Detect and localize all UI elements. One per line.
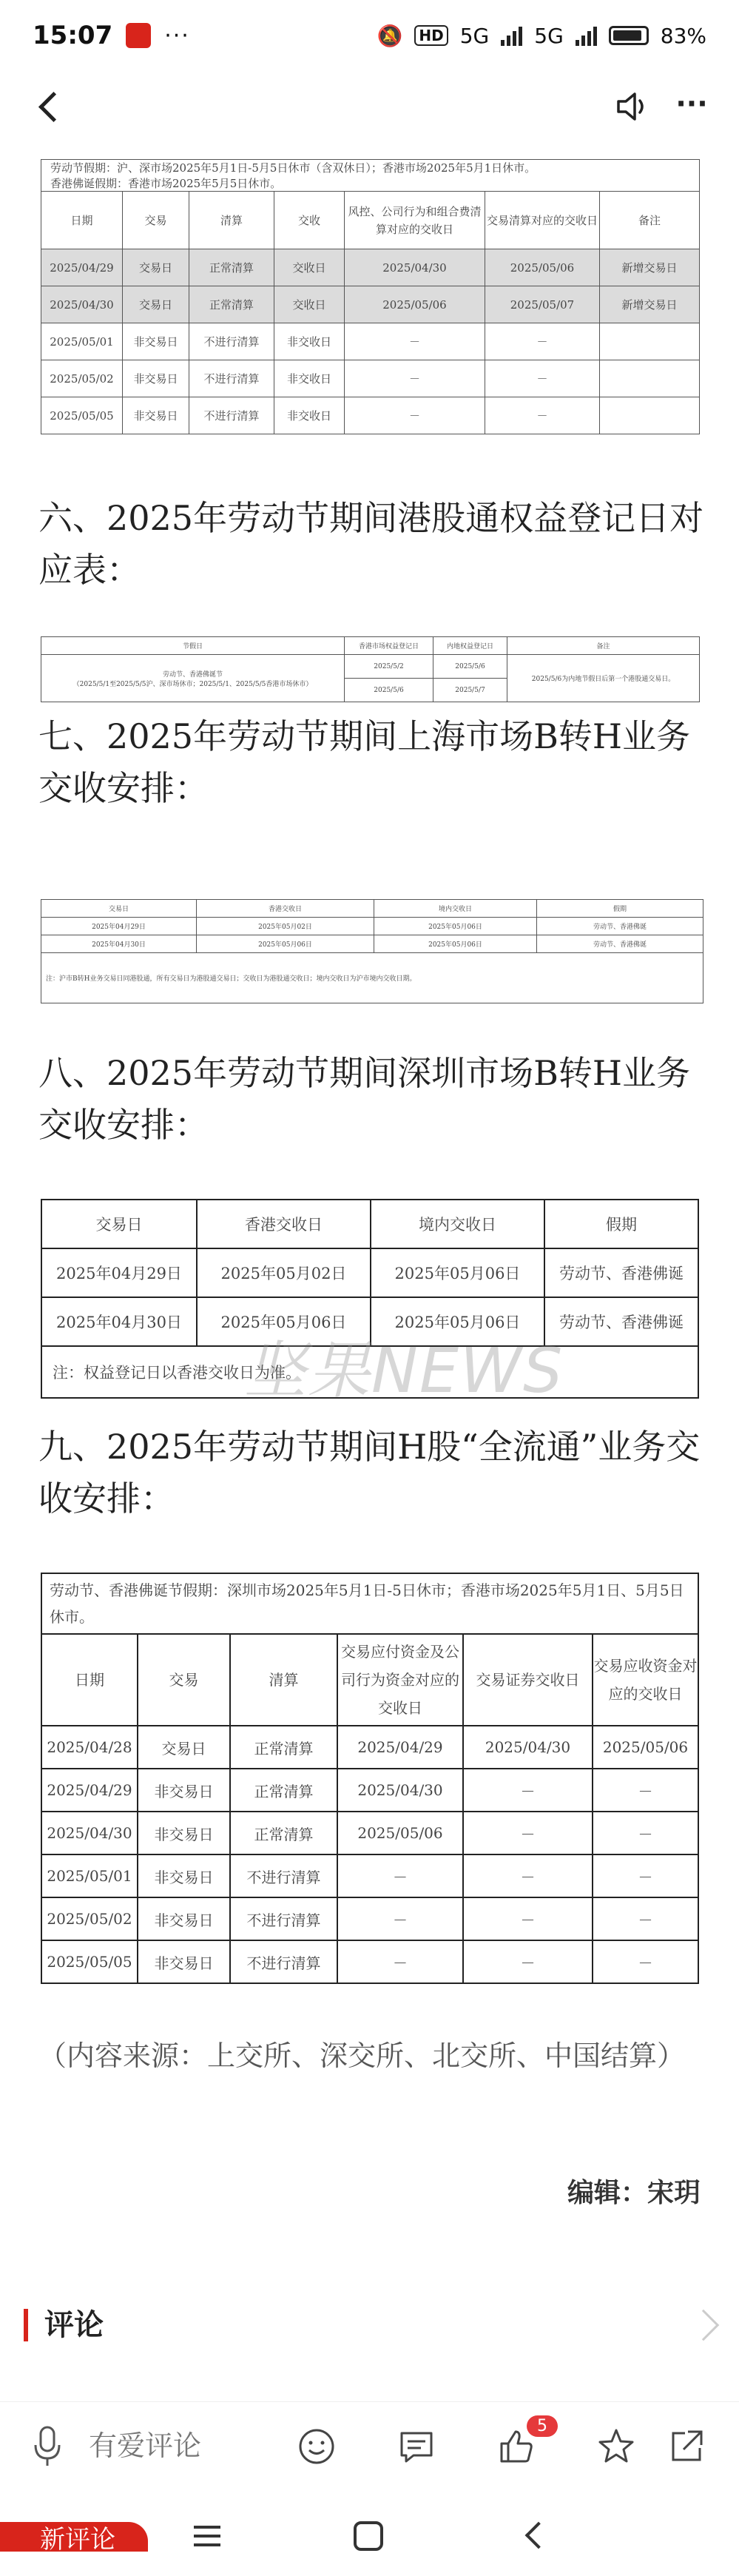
share-icon[interactable] — [666, 2426, 707, 2467]
signal-5g-label-1: 5G — [459, 23, 490, 48]
table-header-row: 日期 交易 清算 交易应付资金及公司行为资金对应的交收日 交易证券交收日 交易应收资金对应的交收日 — [41, 1634, 698, 1726]
microphone-icon[interactable] — [33, 2426, 62, 2467]
section-heading-8: 八、2025年劳动节期间深圳市场B转H业务交收安排： — [38, 1053, 690, 1145]
section-heading-6: 六、2025年劳动节期间港股通权益登记日对应表： — [38, 498, 704, 590]
table-row: 2025/04/29 非交易日 正常清算 2025/04/30 － － — [41, 1769, 698, 1812]
speaker-button[interactable] — [614, 89, 654, 124]
watermark: 坚果NEWS — [244, 1334, 564, 1407]
clock: 15:07 — [33, 21, 113, 50]
signal-icon-2 — [576, 25, 597, 46]
table-settlement-shanghai-shenzhen — [41, 159, 700, 434]
speaker-icon — [614, 89, 654, 124]
table-row: 2025/04/29 交易日 正常清算 交收日 2025/04/30 2025/05/06 新增交易日 — [41, 249, 700, 286]
table-row: 2025/05/05 非交易日 不进行清算 非交收日 － － — [41, 397, 700, 434]
chevron-right-icon[interactable] — [688, 2310, 719, 2341]
table-header-row: 交易日 香港交收日 境内交收日 假期 — [41, 900, 703, 918]
back-button[interactable] — [33, 89, 68, 124]
hd-badge: HD — [414, 25, 448, 46]
table-row: 2025/05/01 非交易日 不进行清算 非交收日 － － — [41, 323, 700, 360]
mute-icon: 🔕 — [377, 23, 403, 48]
new-comment-tag[interactable]: 新评论 — [0, 2522, 148, 2552]
table-row: 2025年04月30日 2025年05月06日 2025年05月06日 劳动节、香港佛诞 — [41, 935, 703, 953]
comment-list-icon[interactable] — [396, 2426, 437, 2467]
recent-apps-button[interactable] — [194, 2526, 220, 2546]
table-row: 2025年04月29日 2025年05月02日 2025年05月06日 劳动节、香港佛诞 — [41, 918, 703, 935]
table-note: 劳动节假期：沪、深市场2025年5月1日-5月5日休市（含双休日）；香港市场2025年5月1日休市。 香港佛诞假期：香港市场2025年5月5日休市。 — [41, 160, 700, 192]
table-header-row: 节假日 香港市场权益登记日 内地权益登记日 备注 — [41, 637, 700, 655]
battery-percent: 83% — [660, 23, 706, 48]
table-row: 2025/5/6 2025/5/7 — [41, 679, 700, 702]
section-heading-9: 九、2025年劳动节期间H股“全流通”业务交收安排： — [38, 1427, 701, 1519]
table-shanghai-b-to-h — [41, 899, 703, 1003]
table-note-row: 注：沪市B转H业务交易日同港股通，所有交易日为港股通交易日；交收日为港股通交收日；境内交收日为沪市境内交收日期。 — [41, 953, 703, 1003]
comment-input[interactable] — [89, 2424, 266, 2469]
app-notification-icon — [126, 23, 151, 48]
content-source: （内容来源：上交所、深交所、北交所、中国结算） — [38, 2039, 686, 2072]
table-note-row: 劳动节、香港佛诞节假期：深圳市场2025年5月1日-5日休市；香港市场2025年5月1日、5月5日休市。 — [41, 1573, 698, 1634]
status-bar — [0, 0, 739, 71]
table-row: 2025/05/02 非交易日 不进行清算 非交收日 － － — [41, 360, 700, 397]
system-nav-bar — [0, 2490, 739, 2576]
table-header-row: 日期 交易 清算 交收 风控、公司行为和组合费清算对应的交收日 交易清算对应的交收日 备注 — [41, 192, 700, 249]
signal-icon-1 — [501, 25, 522, 46]
table-row: 2025/04/30 非交易日 正常清算 2025/05/06 － － — [41, 1812, 698, 1854]
system-back-button[interactable] — [525, 2522, 553, 2549]
table-hk-connect-record-date — [41, 636, 700, 702]
nav-bar — [0, 71, 739, 142]
more-options-button[interactable]: ··· — [675, 87, 708, 120]
table-row: 2025/05/01 非交易日 不进行清算 － － － — [41, 1854, 698, 1897]
status-icons — [377, 24, 706, 48]
table-row: 2025/05/02 非交易日 不进行清算 － － － — [41, 1897, 698, 1940]
like-count-badge: 5 — [527, 2415, 558, 2437]
table-note-row: 注：权益登记日以香港交收日为准。 — [41, 1346, 698, 1398]
battery-icon — [609, 26, 649, 45]
section-heading-7: 七、2025年劳动节期间上海市场B转H业务交收安排： — [38, 716, 690, 808]
signal-5g-label-2: 5G — [534, 23, 564, 48]
table-header-row: 交易日 香港交收日 境内交收日 假期 — [41, 1200, 698, 1248]
table-row: 2025年04月30日 2025年05月06日 2025年05月06日 劳动节、香港佛诞 — [41, 1297, 698, 1346]
table-row: 2025年04月29日 2025年05月02日 2025年05月06日 劳动节、香港佛诞 — [41, 1248, 698, 1297]
emoji-icon[interactable] — [296, 2426, 337, 2467]
table-row: 2025/04/30 交易日 正常清算 交收日 2025/05/06 2025/05/07 新增交易日 — [41, 286, 700, 323]
star-icon[interactable] — [595, 2426, 637, 2467]
editor-credit: 编辑：宋玥 — [567, 2177, 701, 2208]
table-row: 劳动节、香港佛诞节 （2025/5/1至2025/5/5沪、深市场休市；2025/5/1、2025/5/5香港市场休市） 2025/5/2 2025/5/6 2025/5/6为内地节假日后第一个港股通交易日。 — [41, 655, 700, 679]
table-row: 2025/04/28 交易日 正常清算 2025/04/29 2025/04/30 2025/05/06 — [41, 1726, 698, 1769]
table-h-share-full-circulation — [41, 1573, 699, 1984]
table-row: 2025/05/05 非交易日 不进行清算 － － － — [41, 1940, 698, 1983]
bottom-action-bar — [0, 2401, 739, 2490]
comments-heading: 评论 — [24, 2309, 104, 2341]
more-notifications: ··· — [164, 22, 190, 49]
home-button[interactable] — [354, 2521, 383, 2551]
